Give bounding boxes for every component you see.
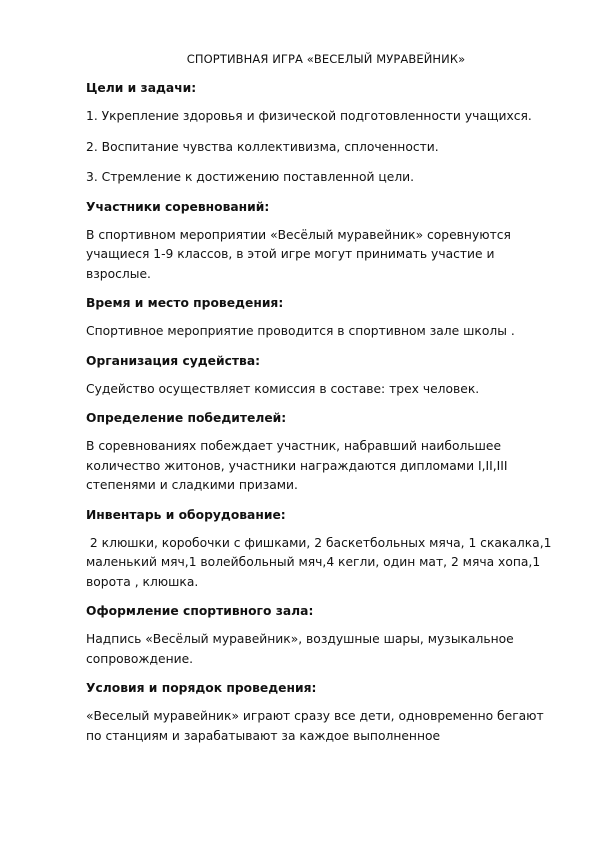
paragraph: В соревнованиях побеждает участник, набравший наибольшее количество житонов, участники награждаются дипломами I,II,III степенями и сладкими призами.: [86, 439, 508, 492]
section-heading: Инвентарь и оборудование:: [86, 507, 286, 522]
paragraph: 2 клюшки, коробочки с фишками, 2 баскетбольных мяча, 1 скакалка,1 маленький мяч,1 волейбольный мяч,4 кегли, один мат, 2 мяча хопа,1 ворота , клюшка.: [86, 535, 556, 589]
section-heading: Определение победителей:: [86, 411, 287, 425]
section-heading: Условия и порядок проведения:: [86, 681, 317, 695]
section-participants: [86, 199, 556, 285]
paragraph: Судейство осуществляет комиссия в составе: трех человек.: [86, 381, 480, 396]
section-winners: [86, 410, 556, 496]
section-heading: Цели и задачи:: [86, 81, 197, 95]
paragraph: «Веселый муравейник» играют сразу все дети, одновременно бегают по станциям и зарабатывают за каждое выполненное: [86, 709, 544, 743]
paragraph: В спортивном мероприятии «Весёлый муравейник» соревнуются учащиеся 1-9 классов, в этой игре могут принимать участие и взрослые.: [86, 227, 511, 281]
section-heading: Время и место проведения:: [86, 296, 284, 310]
paragraph: 1. Укрепление здоровья и физической подготовленности учащихся.: [86, 109, 532, 123]
section-heading: Участники соревнований:: [86, 199, 270, 214]
section-decoration: [86, 603, 556, 669]
section-heading: Организация судейства:: [86, 353, 261, 368]
section-equipment: [86, 507, 556, 593]
section-judging: [86, 353, 556, 400]
section-rules: [86, 680, 556, 746]
document-page: [86, 52, 556, 757]
section-goals: [86, 80, 556, 188]
paragraph: 3. Стремление к достижению поставленной цели.: [86, 170, 415, 184]
paragraph: 2. Воспитание чувства коллективизма, сплоченности.: [86, 139, 439, 154]
document-title: СПОРТИВНАЯ ИГРА «ВЕСЕЛЫЙ МУРАВЕЙНИК»: [186, 52, 466, 66]
paragraph: Спортивное мероприятие проводится в спортивном зале школы .: [86, 324, 515, 338]
section-time-place: [86, 295, 556, 342]
section-heading: Оформление спортивного зала:: [86, 604, 314, 618]
paragraph: Надпись «Весёлый муравейник», воздушные шары, музыкальное сопровождение.: [86, 632, 514, 666]
